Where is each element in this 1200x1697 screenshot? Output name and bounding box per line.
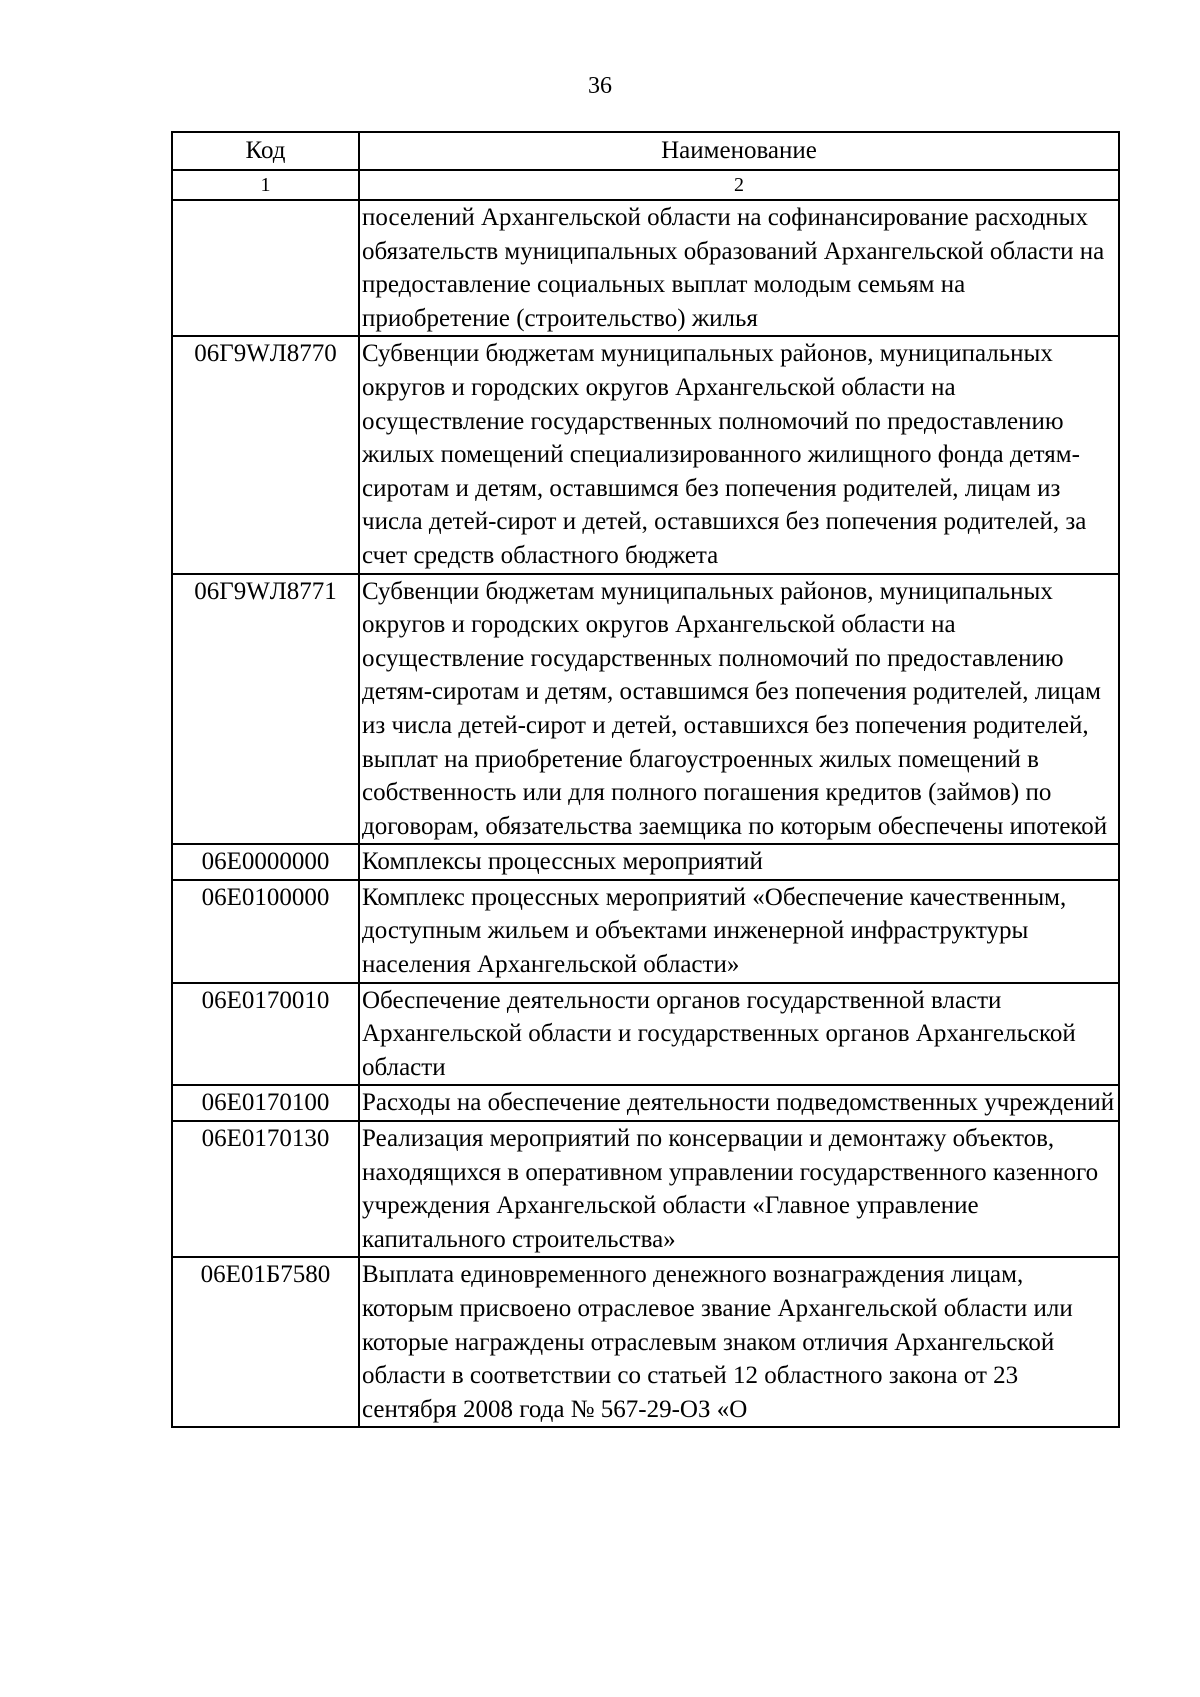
page-number: 36 bbox=[588, 73, 612, 99]
row-name: Субвенции бюджетам муниципальных районов, муниципальных округов и городских округов Архангельской области на осуществление государственных полномочий по предоставлению детям-сиротам и детям, оставшимся без попечения родителей, лицам из числа детей-сирот и детей, оставшихся без попечения родителей, выплат на приобретение благоустроенных жилых помещений в собственность или для полного погашения кредитов (займов) по договорам, обязательства заемщика по которым обеспечены ипотекой bbox=[359, 574, 1119, 845]
row-name: Комплекс процессных мероприятий «Обеспечение качественным, доступным жильем и объектами инженерной инфраструктуры населения Архангельской области» bbox=[359, 880, 1119, 983]
row-name: Обеспечение деятельности органов государственной власти Архангельской области и государственных органов Архангельской области bbox=[359, 983, 1119, 1086]
table-row bbox=[172, 1085, 1119, 1121]
row-code: 06Е0170010 bbox=[172, 983, 359, 1086]
row-code: 06Е0170130 bbox=[172, 1121, 359, 1257]
table-row bbox=[172, 336, 1119, 573]
row-name: поселений Архангельской области на софинансирование расходных обязательств муниципальных образований Архангельской области на предоставление социальных выплат молодым семьям на приобретение (строительство) жилья bbox=[359, 200, 1119, 336]
table-row bbox=[172, 880, 1119, 983]
table-row bbox=[172, 574, 1119, 845]
budget-codes-table bbox=[171, 131, 1120, 1428]
row-code bbox=[172, 200, 359, 336]
table-header-row bbox=[172, 132, 1119, 170]
column-header-code: Код bbox=[172, 132, 359, 170]
row-code: 06Г9WЛ8770 bbox=[172, 336, 359, 573]
row-code: 06Е01Б7580 bbox=[172, 1257, 359, 1427]
row-code: 06Г9WЛ8771 bbox=[172, 574, 359, 845]
row-name: Расходы на обеспечение деятельности подведомственных учреждений bbox=[359, 1085, 1119, 1121]
table-row bbox=[172, 844, 1119, 880]
table-row bbox=[172, 200, 1119, 336]
row-code: 06Е0170100 bbox=[172, 1085, 359, 1121]
table-row bbox=[172, 1121, 1119, 1257]
row-name: Субвенции бюджетам муниципальных районов, муниципальных округов и городских округов Архангельской области на осуществление государственных полномочий по предоставлению жилых помещений специализированного жилищного фонда детям-сиротам и детям, оставшимся без попечения родителей, лицам из числа детей-сирот и детей, оставшихся без попечения родителей, за счет средств областного бюджета bbox=[359, 336, 1119, 573]
column-number-row bbox=[172, 170, 1119, 200]
row-name: Выплата единовременного денежного вознаграждения лицам, которым присвоено отраслевое звание Архангельской области или которые награждены отраслевым знаком отличия Архангельской области в соответствии со статьей 12 областного закона от 23 сентября 2008 года № 567-29-ОЗ «О bbox=[359, 1257, 1119, 1427]
column-number-name: 2 bbox=[359, 170, 1119, 200]
table-row bbox=[172, 983, 1119, 1086]
table-row bbox=[172, 1257, 1119, 1427]
row-name: Реализация мероприятий по консервации и демонтажу объектов, находящихся в оперативном управлении государственного казенного учреждения Архангельской области «Главное управление капитального строительства» bbox=[359, 1121, 1119, 1257]
column-number-code: 1 bbox=[172, 170, 359, 200]
row-code: 06Е0100000 bbox=[172, 880, 359, 983]
row-name: Комплексы процессных мероприятий bbox=[359, 844, 1119, 880]
column-header-name: Наименование bbox=[359, 132, 1119, 170]
row-code: 06Е0000000 bbox=[172, 844, 359, 880]
